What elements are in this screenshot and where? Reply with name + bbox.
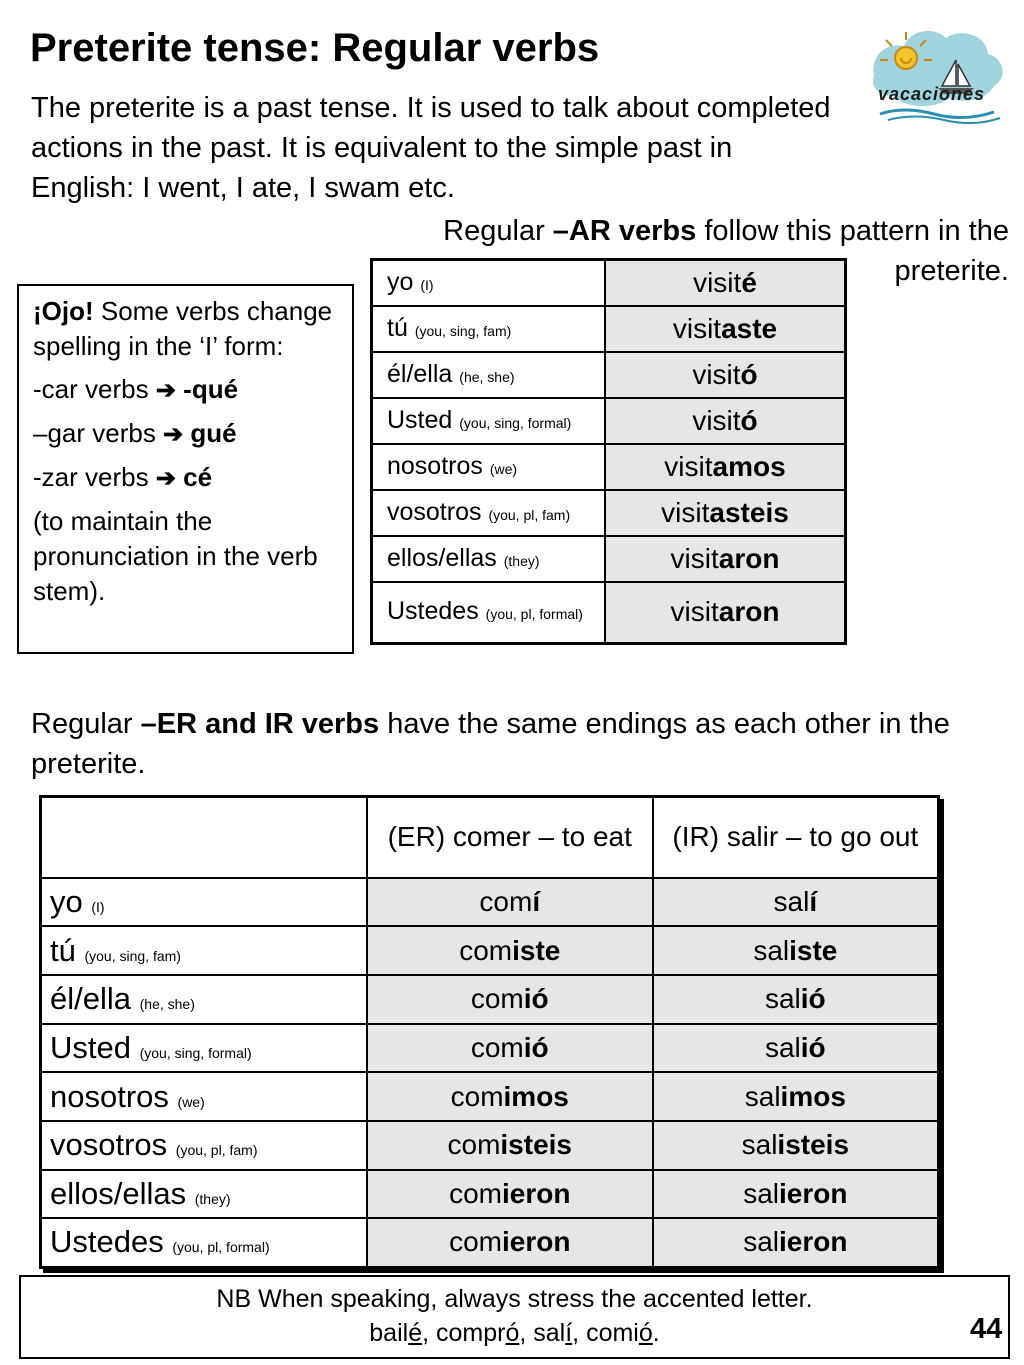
header-cell-empty	[41, 797, 367, 878]
pronoun-gloss: (we)	[177, 1093, 205, 1110]
pronoun-gloss: (he, she)	[139, 996, 195, 1013]
er-form-cell	[367, 975, 653, 1024]
er-intro-bold: –ER and IR verbs	[140, 708, 380, 740]
verb-ending: í	[809, 885, 818, 917]
verb-form-cell	[605, 306, 846, 352]
verb-ending: asteis	[709, 496, 789, 528]
logo-text: vacaciones	[878, 84, 986, 104]
table-row	[41, 1072, 939, 1121]
example-punct: .	[652, 1319, 660, 1347]
pronoun: él/ella	[50, 981, 131, 1017]
ir-form-cell	[653, 975, 939, 1024]
table-row	[41, 1170, 939, 1219]
rule-verb: -zar verbs	[33, 462, 156, 492]
verb-stem: visit	[670, 596, 719, 628]
pronoun: nosotros	[50, 1078, 169, 1114]
verb-stem: visit	[661, 496, 710, 528]
arrow-right-icon: ➔	[155, 377, 176, 404]
verb-form-cell	[605, 352, 846, 398]
verb-ending: ó	[740, 404, 758, 436]
pronoun: él/ella	[387, 360, 453, 388]
table-row	[372, 490, 846, 536]
example-punct: ,	[572, 1319, 580, 1347]
table-row	[372, 306, 846, 352]
verb-ending: ió	[800, 983, 826, 1015]
beach-sun-icon	[864, 14, 1014, 126]
verb-stem: sal	[773, 885, 810, 917]
er-form-cell	[367, 1170, 653, 1219]
pronoun-cell	[41, 1218, 367, 1267]
verb-ending: aron	[718, 542, 780, 574]
verb-ending: isteis	[500, 1129, 573, 1161]
pronoun-gloss: (I)	[420, 277, 434, 294]
rule-ending: cé	[183, 462, 213, 492]
arrow-right-icon: ➔	[155, 465, 176, 492]
er-form-cell	[367, 1121, 653, 1170]
pronoun: ellos/ellas	[387, 544, 497, 572]
verb-ending: iste	[512, 934, 561, 966]
verb-ending: ió	[523, 1031, 549, 1063]
pronoun-gloss: (you, pl, fam)	[175, 1142, 258, 1159]
pronoun-gloss: (you, sing, fam)	[84, 947, 181, 964]
example-accent: é	[408, 1319, 423, 1347]
ojo-lead	[33, 294, 342, 364]
verb-ending: iste	[789, 934, 838, 966]
pronoun-cell	[41, 1170, 367, 1219]
pronoun-cell	[372, 582, 605, 644]
verb-ending: amos	[712, 450, 786, 482]
ir-form-cell	[653, 1072, 939, 1121]
verb-ending: ieron	[501, 1177, 571, 1209]
pronoun-cell	[372, 260, 605, 306]
arrow-right-icon: ➔	[163, 421, 184, 448]
verb-ending: ó	[740, 358, 758, 390]
pronoun-gloss: (we)	[489, 461, 518, 477]
verb-form-cell	[605, 444, 846, 490]
verb-ending: í	[532, 885, 541, 917]
pronoun: ellos/ellas	[50, 1175, 187, 1211]
ar-intro-bold: –AR verbs	[552, 215, 697, 247]
example-accent: ó	[505, 1319, 520, 1347]
verb-stem: visit	[692, 404, 741, 436]
pronoun-cell	[41, 1072, 367, 1121]
example-stem: bail	[369, 1319, 409, 1347]
pronoun-cell	[372, 352, 605, 398]
verb-ending: ieron	[501, 1226, 571, 1258]
example-accent: ó	[638, 1319, 653, 1347]
verb-ending: ió	[800, 1031, 826, 1063]
example-stem: sal	[526, 1319, 566, 1347]
example-punct: ,	[519, 1319, 527, 1347]
rule-verb: –gar verbs	[33, 418, 164, 448]
pronoun-gloss: (you, sing, fam)	[414, 323, 512, 339]
verb-stem: com	[470, 983, 524, 1015]
er-form-cell	[367, 1072, 653, 1121]
table-row	[372, 352, 846, 398]
table-row	[41, 1218, 939, 1267]
pronoun-cell	[372, 398, 605, 444]
rule-ending: -qué	[183, 374, 239, 404]
verb-stem: visit	[692, 358, 741, 390]
ojo-note-box	[17, 284, 354, 654]
example-stem: compr	[429, 1319, 506, 1347]
verb-stem: com	[459, 934, 513, 966]
pronoun: tú	[387, 314, 408, 342]
verb-ending: imos	[780, 1080, 846, 1112]
ar-intro-text-end: follow this pattern in the preterite.	[696, 215, 1009, 287]
pronoun-gloss: (they)	[194, 1190, 231, 1207]
verb-stem: visit	[670, 542, 719, 574]
verb-ending: é	[741, 266, 757, 298]
ir-form-cell	[653, 1218, 939, 1267]
table-row	[41, 926, 939, 975]
pronoun-cell	[372, 444, 605, 490]
pronoun: Usted	[50, 1029, 131, 1065]
spelling-rule	[33, 460, 342, 496]
pronoun-cell	[372, 536, 605, 582]
rule-verb: -car verbs	[33, 374, 156, 404]
ojo-lead-text: Some verbs change spelling in the ‘I’ form:	[33, 296, 333, 361]
pronoun: vosotros	[387, 498, 482, 526]
pronoun: tú	[50, 932, 76, 968]
pronoun-cell	[372, 490, 605, 536]
verb-stem: sal	[743, 1226, 779, 1258]
er-intro-text: Regular	[31, 708, 141, 740]
verb-ending: aste	[721, 312, 778, 344]
pronoun-cell	[41, 975, 367, 1024]
er-form-cell	[367, 1218, 653, 1267]
pronoun-cell	[372, 306, 605, 352]
pronoun-cell	[41, 1024, 367, 1073]
er-form-cell	[367, 878, 653, 927]
pronoun: Usted	[387, 406, 453, 434]
table-row	[372, 398, 846, 444]
pronoun-gloss: (you, sing, formal)	[139, 1044, 252, 1061]
verb-form-cell	[605, 536, 846, 582]
ir-form-cell	[653, 878, 939, 927]
verb-form-cell	[605, 398, 846, 444]
verb-ending: ieron	[779, 1226, 848, 1258]
spelling-rule	[33, 372, 342, 408]
verb-ending: aron	[718, 596, 780, 628]
table-row	[41, 1121, 939, 1170]
nb-examples	[21, 1316, 1008, 1350]
pronoun-gloss: (you, pl, formal)	[172, 1239, 270, 1256]
vacaciones-logo	[864, 14, 1014, 126]
table-row	[41, 975, 939, 1024]
verb-stem: sal	[741, 1129, 778, 1161]
example-punct: ,	[422, 1319, 430, 1347]
table-row	[41, 1024, 939, 1073]
verb-stem: com	[450, 1080, 504, 1112]
pronoun-cell	[41, 878, 367, 927]
er-intro-text-end: have the same endings as each other in the preterite.	[31, 708, 950, 780]
er-ir-intro	[31, 704, 971, 784]
ir-form-cell	[653, 926, 939, 975]
verb-stem: sal	[764, 1031, 801, 1063]
pronoun: nosotros	[387, 452, 483, 480]
table-row	[372, 536, 846, 582]
verb-form-cell	[605, 490, 846, 536]
pronoun: vosotros	[50, 1127, 168, 1163]
nb-note-box	[19, 1275, 1010, 1359]
table-row	[41, 878, 939, 927]
verb-form-cell	[605, 260, 846, 306]
verb-stem: com	[449, 1226, 502, 1258]
ir-form-cell	[653, 1121, 939, 1170]
verb-stem: com	[479, 885, 533, 917]
pronoun-cell	[41, 1121, 367, 1170]
er-form-cell	[367, 926, 653, 975]
verb-stem: com	[470, 1031, 524, 1063]
pronoun-cell	[41, 926, 367, 975]
pronoun-gloss: (you, pl, formal)	[485, 605, 583, 622]
verb-stem: sal	[743, 1177, 779, 1209]
verb-ending: ieron	[779, 1177, 848, 1209]
verb-stem: sal	[753, 934, 790, 966]
page-title: Preterite tense: Regular verbs	[30, 26, 600, 70]
verb-form-cell	[605, 582, 846, 644]
ar-conjugation-table	[370, 258, 847, 645]
verb-stem: visit	[672, 312, 722, 344]
pronoun-gloss: (you, sing, formal)	[459, 415, 572, 431]
table-row	[372, 260, 846, 306]
example-stem: comi	[579, 1319, 639, 1347]
pronoun: Ustedes	[50, 1224, 164, 1260]
verb-stem: sal	[764, 983, 801, 1015]
spelling-rule	[33, 416, 342, 452]
verb-ending: isteis	[777, 1129, 850, 1161]
example-accent: í	[565, 1319, 573, 1347]
pronoun: yo	[387, 268, 414, 297]
ojo-note: (to maintain the pronunciation in the verb stem).	[33, 506, 318, 606]
ir-form-cell	[653, 1024, 939, 1073]
verb-ending: ió	[523, 983, 549, 1015]
verb-stem: com	[447, 1129, 501, 1161]
pronoun-gloss: (he, she)	[459, 369, 515, 385]
table-row	[372, 444, 846, 490]
verb-stem: visit	[693, 266, 742, 298]
page-number: 44	[970, 1313, 1003, 1345]
er-ir-conjugation-table	[39, 795, 940, 1269]
header-cell-ir: (IR) salir – to go out	[653, 797, 939, 878]
verb-stem: com	[449, 1177, 502, 1209]
verb-stem: visit	[664, 450, 713, 482]
verb-stem: sal	[744, 1080, 781, 1112]
intro-paragraph: The preterite is a past tense. It is used to talk about completed actions in the past. It is equivalent to the simple past in English: I went, I ate, I swam etc.	[31, 92, 831, 204]
ar-intro-text: Regular	[443, 215, 553, 247]
er-form-cell	[367, 1024, 653, 1073]
rule-ending: gué	[190, 418, 237, 448]
pronoun: Ustedes	[387, 596, 479, 625]
verb-ending: imos	[503, 1080, 569, 1112]
header-cell-er: (ER) comer – to eat	[367, 797, 653, 878]
ir-form-cell	[653, 1170, 939, 1219]
pronoun: yo	[50, 883, 83, 919]
pronoun-gloss: (they)	[503, 553, 540, 569]
pronoun-gloss: (I)	[91, 898, 105, 915]
pronoun-gloss: (you, pl, fam)	[488, 507, 571, 523]
table-row	[372, 582, 846, 644]
table-header-row	[41, 797, 939, 878]
ojo-label: ¡Ojo!	[33, 296, 94, 326]
nb-line: NB When speaking, always stress the accented letter.	[216, 1285, 813, 1313]
